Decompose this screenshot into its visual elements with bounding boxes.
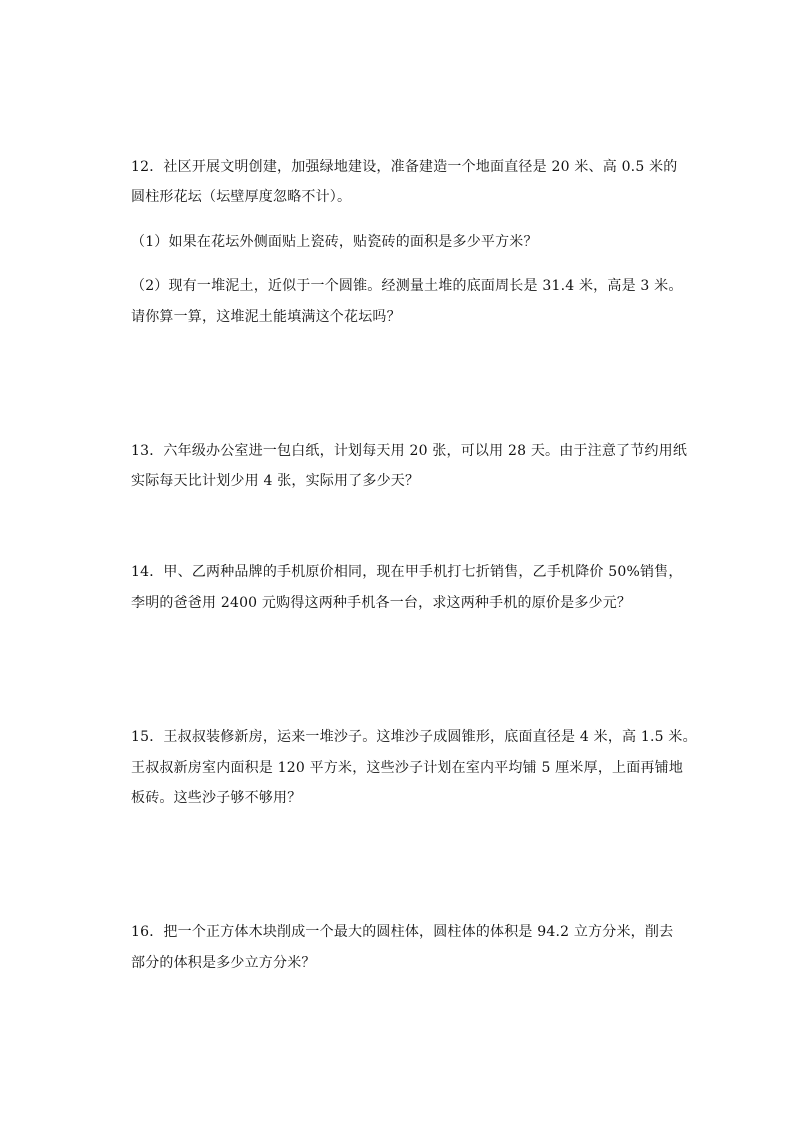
question-14-line-2: 李明的爸爸用 2400 元购得这两种手机各一台，求这两种手机的原价是多少元？ bbox=[131, 595, 632, 611]
question-16-line-1: 16．把一个正方体木块削成一个最大的圆柱体，圆柱体的体积是 94.2 立方分米，削去 bbox=[131, 924, 674, 940]
question-13-line-2: 实际每天比计划少用 4 张，实际用了多少天？ bbox=[131, 473, 420, 489]
question-12-part-2-line-2: 请你算一算，这堆泥土能填满这个花坛吗？ bbox=[131, 309, 401, 325]
question-12-part-1: （1）如果在花坛外侧面贴上瓷砖，贴瓷砖的面积是多少平方米？ bbox=[131, 234, 538, 250]
question-12-line-1: 12．社区开展文明创建，加强绿地建设，准备建造一个地面直径是 20 米、高 0.5 米的 bbox=[131, 159, 678, 175]
question-14-line-1: 14．甲、乙两种品牌的手机原价相同，现在甲手机打七折销售，乙手机降价 50%销售， bbox=[131, 564, 683, 580]
question-16-line-2: 部分的体积是多少立方分米？ bbox=[131, 955, 316, 971]
question-15-line-2: 王叔叔新房室内面积是 120 平方米，这些沙子计划在室内平均铺 5 厘米厚，上面再铺地 bbox=[131, 760, 684, 776]
question-15-line-3: 板砖。这些沙子够不够用？ bbox=[131, 790, 302, 806]
question-13-line-1: 13．六年级办公室进一包白纸，计划每天用 20 张，可以用 28 天。由于注意了节约用纸 bbox=[131, 443, 688, 459]
question-12-part-2-line-1: （2）现有一堆泥土，近似于一个圆锥。经测量土堆的底面周长是 31.4 米，高是 3 米。 bbox=[131, 278, 683, 294]
question-12-line-2: 圆柱形花坛（坛壁厚度忽略不计）。 bbox=[131, 189, 352, 205]
question-15-line-1: 15．王叔叔装修新房，运来一堆沙子。这堆沙子成圆锥形，底面直径是 4 米，高 1.5 米。 bbox=[131, 729, 697, 745]
